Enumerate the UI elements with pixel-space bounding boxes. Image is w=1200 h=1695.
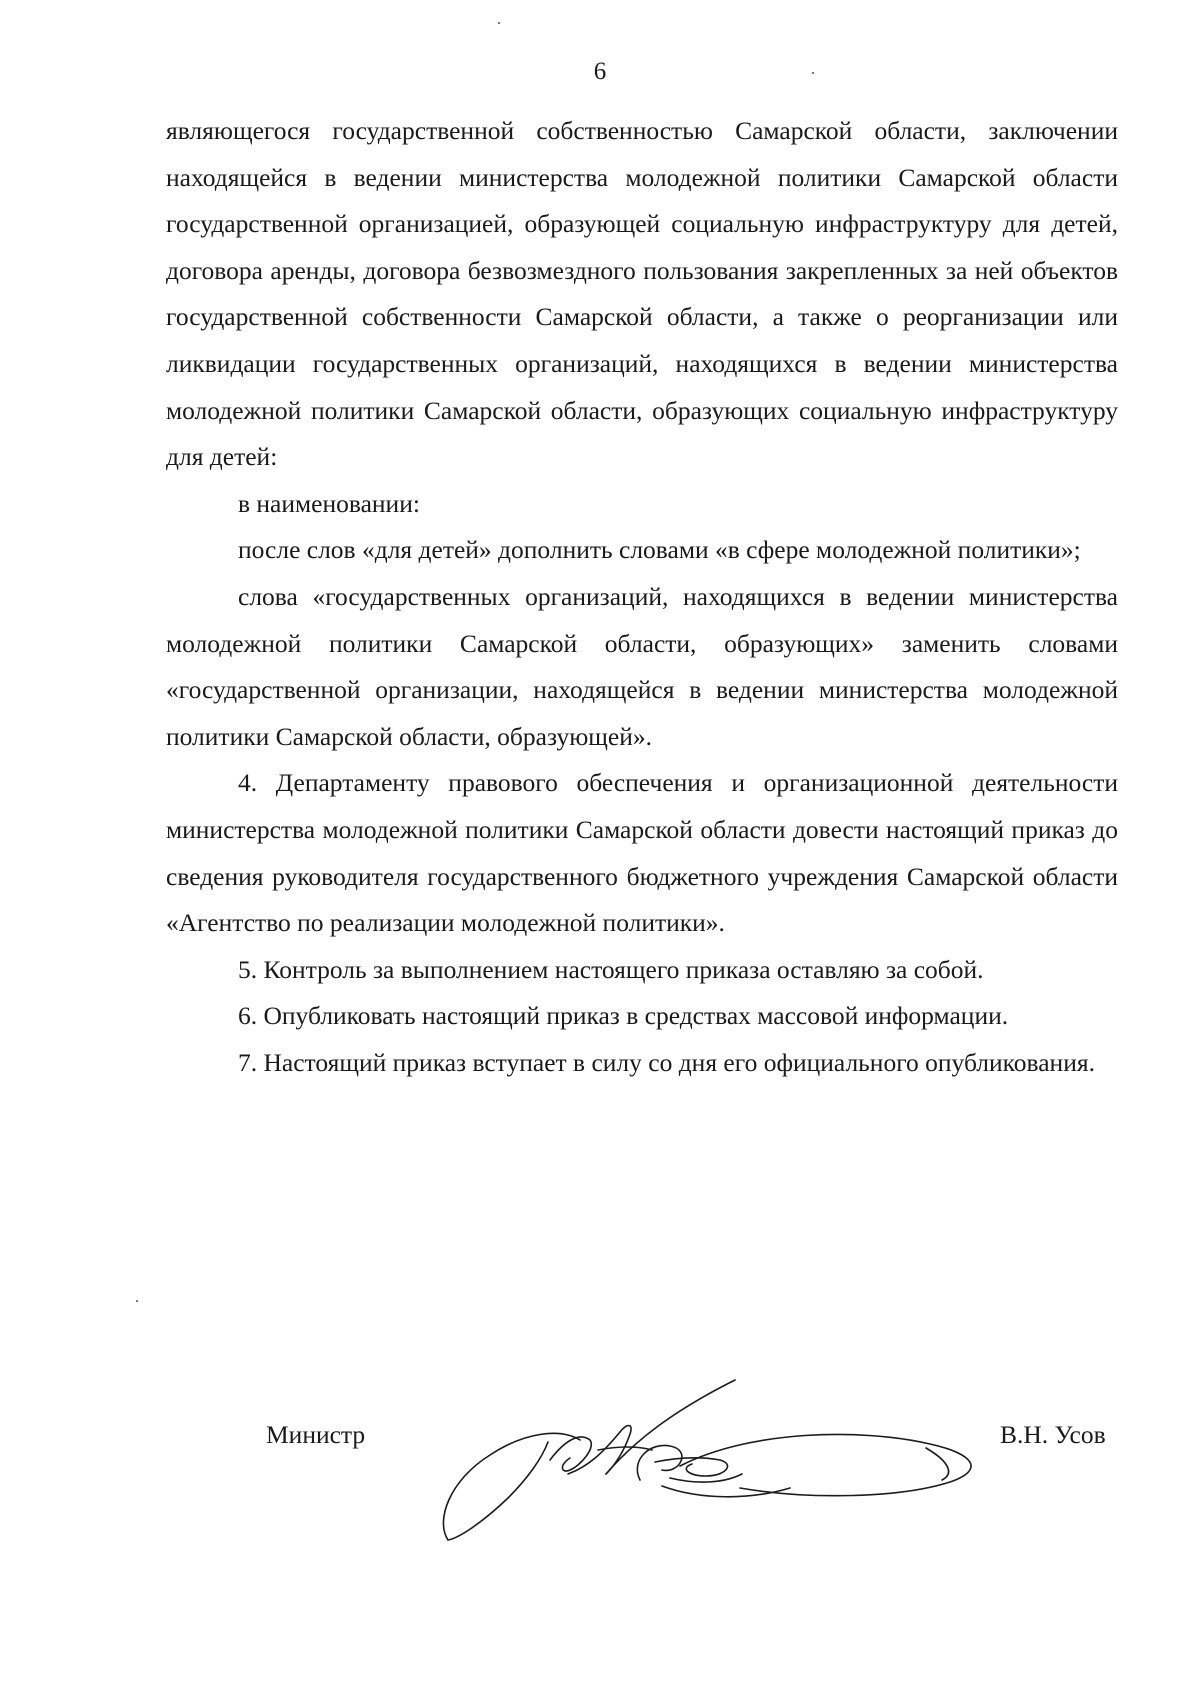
paragraph-in-title: в наименовании: [238,488,420,518]
paragraph-item-4: 4. Департаменту правового обеспечения и организационной деятельности министерства молодежной политики Самарской области довести настоящий приказ до сведения руководителя государственного бюджетного учреждения Самарской области «Агентство по реализации молодежной политики». [166,768,1118,938]
signatory-name: В.Н. Усов [1000,1420,1106,1449]
handwritten-signature [430,1370,1030,1550]
paragraph-continuation: являющегося государственной собственностью Самарской области, заключении находящейся в ведении министерства молодежной политики Самарской области государственной организацией, образующей социальную инфраструктуру для детей, договора аренды, договора безвозмездного пользования закрепленных за ней объектов государственной собственности Самарской области, а также о реорганизации или ликвидации государственных организаций, находящихся в ведении министерства молодежной политики Самарской области, образующих социальную инфраструктуру для детей: [166,116,1118,472]
paragraph-add-words: после слов «для детей» дополнить словами «в сфере молодежной политики»; [238,535,1081,565]
paragraph-item-7: 7. Настоящий приказ вступает в силу со дня его официального опубликования. [238,1047,1095,1077]
document-body [166,108,1118,1086]
paragraph-item-5: 5. Контроль за выполнением настоящего приказа оставляю за собой. [238,954,984,984]
page-number: 6 [593,58,607,85]
scan-speck [136,1300,138,1302]
signature-block [0,1370,1200,1550]
signatory-title: Министр [266,1420,366,1449]
scan-speck [498,22,500,24]
paragraph-item-6: 6. Опубликовать настоящий приказ в средствах массовой информации. [238,1001,1009,1031]
paragraph-replace-words: слова «государственных организаций, находящихся в ведении министерства молодежной политики Самарской области, образующих» заменить словами «государственной организации, находящейся в ведении министерства молодежной политики Самарской области, образующей». [166,581,1118,751]
